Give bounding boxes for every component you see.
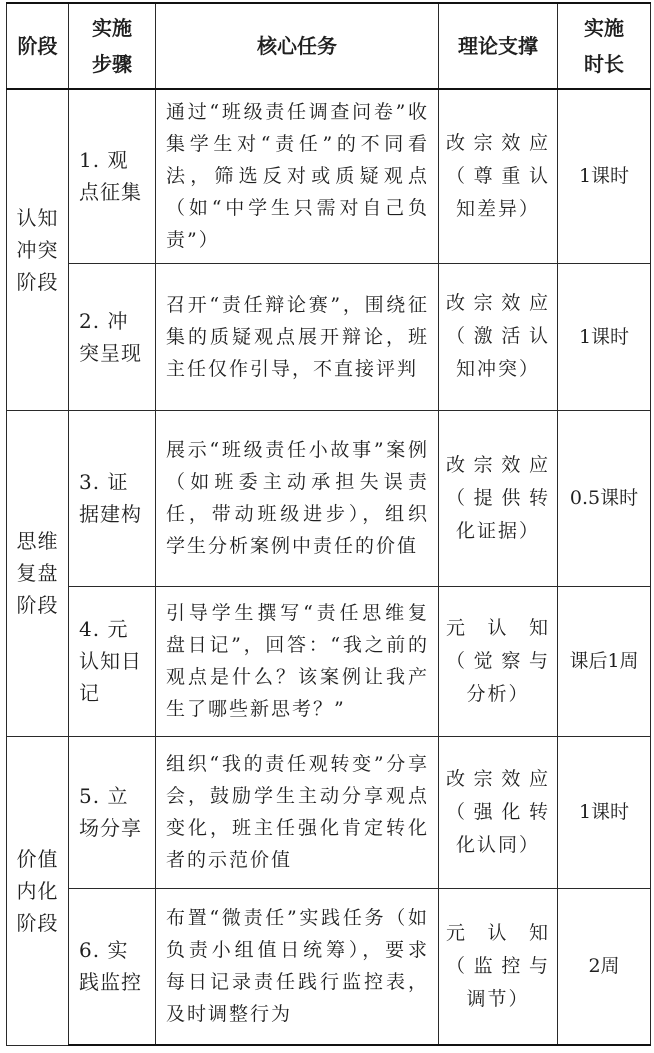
header-duration: 实施时长 (558, 3, 651, 89)
theory-cell (439, 410, 558, 586)
step-cell: 1. 观点征集 (69, 89, 156, 263)
task-cell: 组织“我的责任观转变”分享会，鼓励学生主动分享观点变化，班主任强化肯定转化者的示范价值 (156, 736, 439, 888)
phase-label: 价值内化阶段 (16, 846, 59, 935)
theory-cell (439, 89, 558, 263)
task-cell: 展示“班级责任小故事”案例（如班委主动承担失误责任，带动班级进步），组织学生分析案例中责任的价值 (156, 410, 439, 586)
implementation-table (6, 2, 651, 1046)
theory-cell (439, 263, 558, 410)
table-row (7, 888, 651, 1045)
duration-cell: 1课时 (558, 736, 651, 888)
duration-cell: 2周 (558, 888, 651, 1045)
phase-cell (7, 89, 69, 410)
table-row (7, 586, 651, 736)
header-theory: 理论支撑 (439, 3, 558, 89)
task-cell: 引导学生撰写“责任思维复盘日记”，回答：“我之前的观点是什么？该案例让我产生了哪些新思考？” (156, 586, 439, 736)
phase-cell (7, 736, 69, 1045)
theory-cell (439, 586, 558, 736)
table-row (7, 736, 651, 888)
theory-text: 元认知（觉察与分析） (446, 616, 550, 705)
theory-text: 改宗效应（激活认知冲突） (446, 292, 550, 380)
theory-text: 改宗效应（强化转化认同） (446, 767, 550, 856)
phase-cell (7, 410, 69, 736)
step-cell: 5. 立场分享 (69, 736, 156, 888)
theory-text: 改宗效应（提供转化证据） (446, 453, 550, 542)
header-task: 核心任务 (156, 3, 439, 89)
duration-cell: 0.5课时 (558, 410, 651, 586)
duration-cell: 1课时 (558, 89, 651, 263)
task-cell: 布置“微责任”实践任务（如负责小组值日统筹），要求每日记录责任践行监控表，及时调整行为 (156, 888, 439, 1045)
table-header-row (7, 3, 651, 89)
theory-text: 元认知（监控与调节） (446, 921, 550, 1010)
table-row (7, 89, 651, 263)
theory-cell (439, 888, 558, 1045)
task-cell: 通过“班级责任调查问卷”收集学生对“责任”的不同看法，筛选反对或质疑观点（如“中学生只需对自己负责”） (156, 89, 439, 263)
theory-cell (439, 736, 558, 888)
header-phase: 阶段 (7, 3, 69, 89)
task-cell: 召开“责任辩论赛”，围绕征集的质疑观点展开辩论，班主任仅作引导，不直接评判 (156, 263, 439, 410)
step-cell: 4. 元认知日记 (69, 586, 156, 736)
theory-text: 改宗效应（尊重认知差异） (446, 131, 550, 220)
phase-label: 认知冲突阶段 (16, 205, 59, 294)
header-step: 实施步骤 (69, 3, 156, 89)
table-row (7, 410, 651, 586)
table-row (7, 263, 651, 410)
step-cell: 2. 冲突呈现 (69, 263, 156, 410)
step-cell: 6. 实践监控 (69, 888, 156, 1045)
duration-cell: 课后1周 (558, 586, 651, 736)
phase-label: 思维复盘阶段 (16, 529, 59, 617)
step-cell: 3. 证据建构 (69, 410, 156, 586)
duration-cell: 1课时 (558, 263, 651, 410)
